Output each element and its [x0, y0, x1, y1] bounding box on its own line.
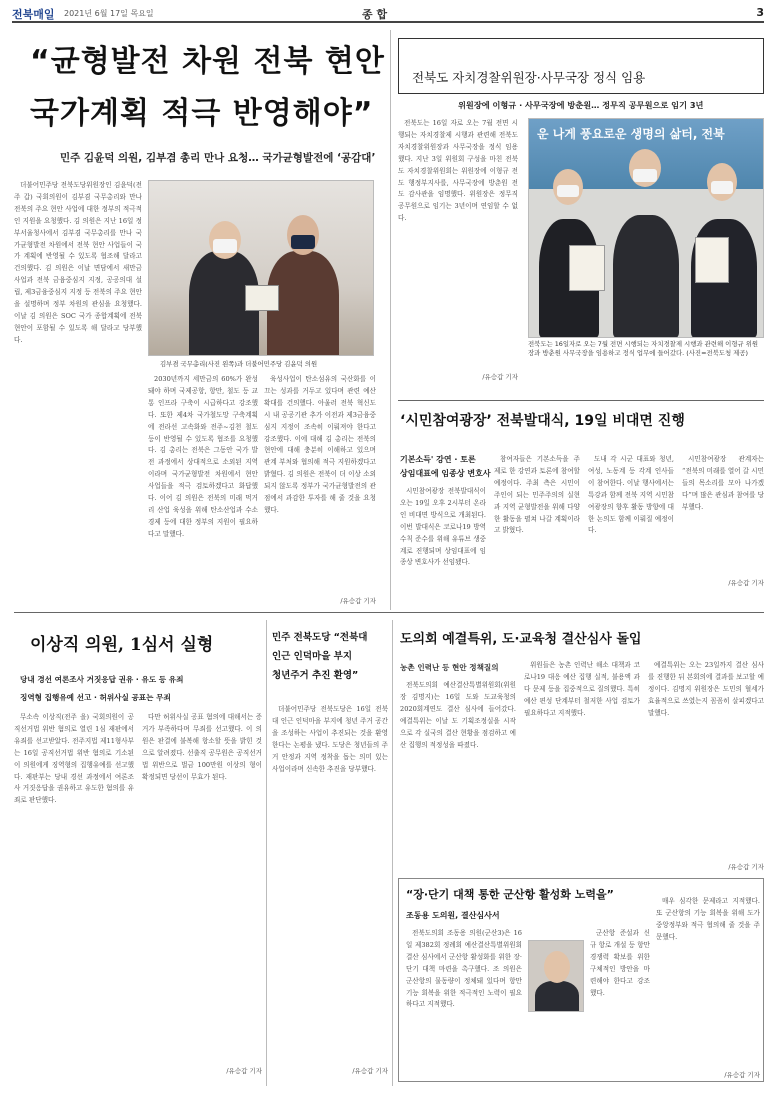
- article3-col3-text: 도내 각 시군 대표와 청년, 여성, 노동계 등 각계 인사들이 참여한다. 이날 행사에서는 특강과 함께 전북 지역 시민참여광장의 향후 활동 방향에 대한 논의도 함께 이뤄질 예정이다.: [588, 455, 674, 535]
- article2-photo: [528, 118, 764, 338]
- article7-col2-text: 군산항 준설과 신규 항로 개설 등 항만 경쟁력 확보를 위한 구체적인 방안을 마련해야 한다고 강조했다.: [590, 929, 650, 997]
- article3-col1-text: 시민참여광장 전북발대식이 오는 19일 오후 2시부터 온라인 비대면 방식으로 개최된다. 이번 발대식은 코로나19 방역 수칙 준수를 위해 유튜브 생중계로 진행되며 상임대표에 임종상 변호사가 선임됐다.: [400, 487, 486, 567]
- article2-byline: /유승갑 기자: [482, 373, 518, 381]
- article5-col2: [142, 712, 262, 1064]
- column-divider: [390, 30, 391, 610]
- article2-photo-banner: 운 나게 풍요로운 생명의 삶터, 전북: [537, 127, 725, 141]
- article5-col1: [14, 712, 134, 1084]
- article1-byline: /유승갑 기자: [340, 597, 376, 605]
- article3-col2: [494, 454, 580, 586]
- issue-date: 2021년 6월 17일 목요일: [64, 9, 154, 18]
- article3-col3: [588, 454, 674, 586]
- article2-subhead: 위원장에 이형규 · 사무국장에 방춘원… 정무직 공무원으로 임기 3년: [458, 100, 704, 110]
- article7-headline: “장·단기 대책 통한 군산항 활성화 노력을”: [406, 888, 614, 901]
- article4-col1-text: 전북도의회 예산결산특별위원회(위원장 김명지)는 16일 도와 도교육청의 2020회계연도 결산 심사에 들어갔다. 예결특위는 이날 도 기획조정실을 시작으로 각 실국의 결산 현황을 점검하고 예산 집행의 적정성을 따졌다.: [400, 681, 516, 749]
- article1-headline: [30, 40, 430, 136]
- article7-col1-text: 전북도의회 조동용 의원(군산3)은 16일 제382회 정례회 예산결산특별위원회 결산 심사에서 군산항 활성화를 위한 장·단기 대책 마련을 촉구했다. 조 의원은 군산항의 물동량이 정체돼 있다며 항만 기능 회복을 위한 적극적인 노력이 필요하다고 지적했다.: [406, 929, 522, 1009]
- article1-col3-text: 육성사업이 탄소섬유의 국산화를 이끄는 성과를 거두고 있다며 관련 예산 확대를 건의했다. 아울러 전북 혁신도시 내 공공기관 추가 이전과 제3금융중심지 지정이 조속히 이뤄져야 한다고 강조했다. 이에 대해 김 총리는 전북의 현안에 대해 충분히 이해하고 있으며 관계 부처와 협의해 적극 지원하겠다고 밝혔다. 김 의원은 전북이 더 이상 소외되지 않도록 정부가 국가균형발전의 관점에서 과감한 투자를 해 줄 것을 요청했다.: [264, 375, 376, 514]
- article3-col4-text: 시민참여광장 관계자는 “전북의 미래를 열어 갈 시민들의 목소리를 모아 나가겠다”며 많은 관심과 참여를 당부했다.: [682, 455, 764, 511]
- article1-headline-line1: “균형발전 차원 전북 현안: [30, 44, 385, 79]
- article7-col1: [406, 928, 522, 1076]
- section-rule: [14, 612, 764, 613]
- article1-col2-text: 2030년까지 세만금의 60%가 완성돼야 하며 국제공항, 항만, 철도 등 교통 인프라 구축이 시급하다고 강조했다. 또한 제4차 국가철도망 구축계획에 전라선 고속화와 전주~김천 철도 등이 반영될 수 있도록 협조를 요청했다. 김 총리는 전북은 그동안 국가 발전 과정에서 상대적으로 소외된 지역이라며 국가균형발전 차원에서 현안 사업들을 적극 검토하겠다고 화답했다. 이어 김 의원은 전북의 미래 먹거리 산업 육성을 위해 탄소산업과 수소경제 등에 대한 정부의 지원이 필요하다고 말했다.: [148, 375, 258, 538]
- article7-portrait: [528, 940, 584, 1012]
- article7-col3: [656, 896, 760, 1068]
- article3-col4: [682, 454, 764, 574]
- article6-headline-line2: 인근 인덕마을 부지: [272, 651, 353, 662]
- article1-headline-line2: 국가계획 적극 반영해야”: [30, 96, 374, 131]
- article2-photo-caption: 전북도는 16일자로 오는 7월 전면 시행되는 자치경찰제 시행과 관련해 이형규 위원장과 방춘원 사무국장을 임용하고 정식 업무에 들어갔다. (사진=전북도청 제공): [528, 340, 759, 357]
- paper-name: 전북매일: [12, 8, 55, 21]
- article7-col2: [590, 928, 650, 1076]
- article7-byline: /유승갑 기자: [724, 1071, 760, 1079]
- article1-col1-text: 더불어민주당 전북도당위원장인 김윤덕(전주 갑) 국회의원이 김부겸 국무총리와 만나 전북의 주요 현안 사업에 대한 정부의 적극적인 지원을 요청했다. 김 의원은 지난 16일 정부서울청사에서 김부겸 국무총리를 만나 국가균형발전 차원에서 전북 현안 사업들이 국가 계획에 반영될 수 있도록 협조해 달라고 건의했다. 김 의원은 이날 면담에서 새만금 사업과 전북 금융중심지 지정, 공공의대 설립, 제3금융중심지 지정 등 전북의 주요 현안을 설명하며 정부 차원의 관심을 요청했다. 이날 김 의원은 SOC 국가 종합계획에 전북 현안이 포함될 수 있도록 해 달라고 당부했다.: [14, 181, 142, 344]
- article7-kicker: 조동용 도의원, 결산심사서: [406, 911, 500, 920]
- section-title: 종 합: [362, 8, 388, 21]
- article5-col1-text: 무소속 이상직(전주 을) 국회의원이 공직선거법 위반 혐의로 열린 1심 재판에서 유죄를 선고받았다. 전주지법 제11형사부는 16일 공직선거법 위반 혐의로 기소된 이 의원에게 징역형의 집행유예를 선고했다. 재판부는 당내 경선 과정에서 여론조사 거짓응답을 권유하고 유도한 혐의를 유죄로 판단했다.: [14, 713, 134, 805]
- article5-byline: /유승갑 기자: [226, 1067, 262, 1075]
- masthead: [12, 6, 764, 22]
- column-divider-3: [392, 620, 393, 1086]
- column-divider-2: [266, 620, 267, 1086]
- article4-col2-text: 위원들은 농촌 인력난 해소 대책과 코로나19 대응 예산 집행 실적, 불용액 과다 문제 등을 집중적으로 질의했다. 특히 예산 편성 단계부터 철저한 사업 검토가 필요하다고 지적했다.: [524, 661, 640, 717]
- article5-headline: 이상직 의원, 1심서 실형: [30, 635, 214, 655]
- article1-col2: [148, 374, 258, 606]
- article4-col2: [524, 660, 640, 870]
- article2-col1: [398, 118, 518, 386]
- article3-headline: ‘시민참여광장’ 전북발대식, 19일 비대면 진행: [400, 413, 685, 429]
- article6-byline: /유승갑 기자: [352, 1067, 388, 1075]
- article3-kicker: 기본소득' 강연 · 토론: [400, 455, 476, 464]
- article6-col1: [272, 704, 388, 1060]
- article4-kicker: 농촌 인력난 등 현안 정책질의: [400, 663, 499, 672]
- page-number: 3: [756, 6, 764, 19]
- article3-subkicker: 상임대표에 임종상 변호사: [400, 469, 491, 478]
- article2-col1-text: 전북도는 16일 자로 오는 7월 전면 시행되는 자치경찰제 시행과 관련해 전북도 자치경찰위원장과 사무국장을 정식 임용했다. 지난 3일 위원회 구성을 마친 전북도 자치경찰위원회는 위원장에 이형규 전 도 행정부지사를, 사무국장에 방춘원 전 도 감사관을 임명했다. 위원장은 정무직 공무원으로 임기는 3년이며 연임할 수 없다.: [398, 119, 518, 223]
- article5-subhead1: 당내 경선 여론조사 거짓응답 권유 · 유도 등 유죄: [20, 675, 184, 684]
- article4-col1: [400, 680, 516, 870]
- article2-headline: 전북도 자치경찰위원장·사무국장 정식 임용: [412, 70, 646, 85]
- article1-photo: [148, 180, 374, 356]
- article4-headline: 도의회 예결특위, 도·교육청 결산심사 돌입: [400, 632, 642, 647]
- article7-col3-text: 매우 심각한 문제라고 지적했다. 또 군산항의 기능 회복을 위해 도가 중앙정부와 적극 협의해 줄 것을 주문했다.: [656, 897, 760, 941]
- article3-rule: [398, 400, 764, 401]
- article1-col3: [264, 374, 376, 596]
- article4-col3: [648, 660, 764, 860]
- article3-byline: /유승갑 기자: [728, 579, 764, 587]
- article6-headline: [272, 628, 388, 685]
- article3-col1: [400, 486, 486, 586]
- top-rule: [12, 21, 764, 23]
- article3-col2-text: 참여자들은 기본소득을 주제로 한 강연과 토론에 참여할 예정이다. 주최 측은 시민이 주인이 되는 민주주의의 실현과 지역 균형발전을 위해 다양한 활동을 펼쳐 나갈 계획이라고 밝혔다.: [494, 455, 580, 535]
- article6-headline-line3: 청년주거 추진 환영”: [272, 670, 359, 681]
- article4-col3-text: 예결특위는 오는 23일까지 결산 심사를 진행한 뒤 본회의에 결과를 보고할 예정이다. 김명지 위원장은 도민의 혈세가 효율적으로 쓰였는지 꼼꼼히 살피겠다고 말했다.: [648, 661, 764, 717]
- article6-col1-text: 더불어민주당 전북도당은 16일 전북대 인근 인덕마을 부지에 청년 주거 공간을 조성하는 사업이 추진되는 것을 환영한다는 논평을 냈다. 도당은 청년들의 주거 안정과 지역 정착을 돕는 의미 있는 사업이라며 신속한 추진을 당부했다.: [272, 705, 388, 773]
- article6-headline-line1: 민주 전북도당 “전북대: [272, 632, 368, 643]
- article4-byline: /유승갑 기자: [728, 863, 764, 871]
- article5-col2-text: 다만 허위사실 공표 혐의에 대해서는 증거가 부족하다며 무죄를 선고했다. 이 의원은 판결에 불복해 항소할 뜻을 밝힌 것으로 알려졌다. 선출직 공무원은 공직선거법 위반으로 벌금 100만원 이상의 형이 확정되면 당선이 무효가 된다.: [142, 713, 262, 781]
- article1-col1: [14, 180, 142, 605]
- article5-subhead2: 징역형 집행유예 선고 · 허위사실 공표는 무죄: [20, 693, 171, 702]
- article1-photo-caption: 김부겸 국무총리(사진 왼쪽)과 더불어민주당 김윤덕 의원: [160, 360, 318, 368]
- article1-subhead: 민주 김윤덕 의원, 김부겸 총리 만나 요청… 국가균형발전에 ‘공감대’: [60, 152, 376, 164]
